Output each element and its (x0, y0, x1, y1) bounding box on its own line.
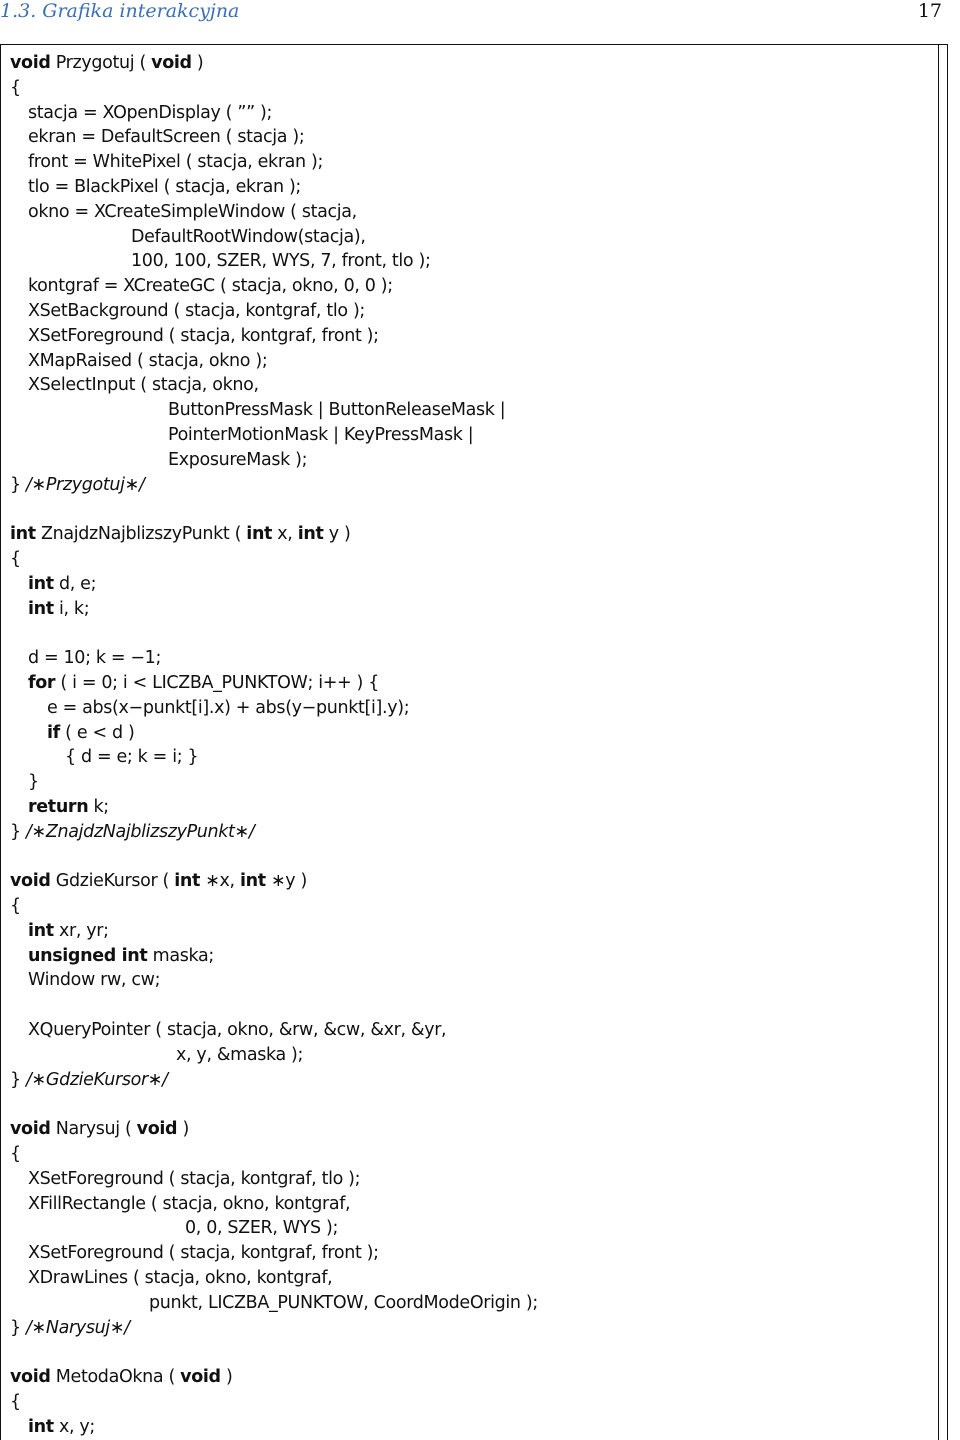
page-header (0, 0, 960, 26)
code-line (10, 845, 920, 870)
code-text: 0, 0, SZER, WYS ); (185, 1218, 339, 1239)
code-keyword: int (174, 871, 201, 892)
code-text: ∗x, (200, 871, 240, 892)
code-line (10, 76, 920, 101)
code-line (10, 770, 920, 795)
code-text: ( e < d ) (59, 722, 135, 743)
code-line (10, 1415, 920, 1440)
code-keyword: int (28, 1416, 54, 1437)
code-line (10, 1043, 920, 1068)
code-line (10, 225, 920, 250)
code-text: { (10, 548, 21, 569)
code-text: 100, 100, SZER, WYS, 7, front, tlo ); (131, 251, 431, 272)
code-line (10, 349, 920, 374)
code-line (10, 968, 920, 993)
code-text: } (10, 821, 26, 842)
code-line (10, 993, 920, 1018)
code-line (10, 423, 920, 448)
code-line (10, 274, 920, 299)
code-line (10, 1390, 920, 1415)
code-text: GdzieKursor ( (50, 871, 175, 892)
code-line (10, 1365, 920, 1390)
code-line (10, 1167, 920, 1192)
code-text: Narysuj ( (50, 1119, 137, 1140)
code-text: } (28, 772, 39, 793)
code-line (10, 473, 920, 498)
code-text: { (10, 1392, 21, 1413)
code-text: XFillRectangle ( stacja, okno, kontgraf, (28, 1193, 351, 1214)
code-line (10, 200, 920, 225)
code-text: y ) (323, 524, 351, 545)
code-line (10, 1340, 920, 1365)
code-text: x, y, &maska ); (176, 1044, 304, 1065)
code-text: x, (272, 524, 298, 545)
code-line (10, 175, 920, 200)
code-keyword: void (10, 871, 51, 892)
code-line (10, 1291, 920, 1316)
code-line (10, 1192, 920, 1217)
code-line (10, 869, 920, 894)
code-text: e = abs(x−punkt[i].x) + abs(y−punkt[i].y); (47, 697, 410, 718)
frame-top-rule (0, 44, 948, 45)
code-line (10, 1068, 920, 1093)
code-line (10, 547, 920, 572)
code-text: ExposureMask ); (168, 449, 308, 470)
code-text: XQueryPointer ( stacja, okno, &rw, &cw, &xr, &yr, (28, 1020, 447, 1041)
code-text: { (10, 1144, 21, 1165)
code-text: k; (88, 796, 109, 817)
code-text: ) (191, 53, 204, 73)
code-keyword: void (10, 53, 51, 73)
code-keyword: for (28, 672, 56, 693)
code-line (10, 696, 920, 721)
code-line (10, 150, 920, 175)
code-line (10, 919, 920, 944)
code-keyword: return (28, 796, 89, 817)
code-line (10, 1142, 920, 1167)
code-text: d, e; (53, 573, 97, 594)
section-title: 1.3. Grafika interakcyjna (0, 0, 240, 22)
code-keyword: int (28, 573, 54, 594)
code-line (10, 373, 920, 398)
code-text: } (10, 1317, 26, 1338)
code-text: XSetBackground ( stacja, kontgraf, tlo ); (28, 300, 365, 321)
code-keyword: int (10, 524, 36, 545)
code-keyword: unsigned int (28, 945, 148, 966)
code-text: } (10, 474, 26, 495)
code-text: XSetForeground ( stacja, kontgraf, front ); (28, 1243, 379, 1264)
code-line (10, 1241, 920, 1266)
code-text: i, k; (53, 598, 90, 619)
code-text: tlo = BlackPixel ( stacja, ekran ); (28, 176, 301, 197)
code-text: okno = XCreateSimpleWindow ( stacja, (28, 201, 357, 222)
code-keyword: int (28, 920, 54, 941)
code-text: XMapRaised ( stacja, okno ); (28, 350, 268, 371)
code-comment: /∗ZnajdzNajblizszyPunkt∗/ (26, 821, 255, 842)
code-text: ) (220, 1367, 233, 1388)
code-text: front = WhitePixel ( stacja, ekran ); (28, 152, 324, 173)
code-text: } (10, 1069, 26, 1090)
code-listing (10, 51, 920, 1440)
code-text: xr, yr; (53, 920, 109, 941)
code-keyword: void (151, 53, 192, 73)
code-line (10, 745, 920, 770)
code-text: Przygotuj ( (50, 53, 152, 73)
code-line (10, 51, 920, 76)
code-text: XSetForeground ( stacja, kontgraf, front ); (28, 325, 379, 346)
frame-right-rule-inner (938, 44, 939, 1440)
code-text: stacja = XOpenDisplay ( ”” ); (28, 102, 273, 123)
code-text: { (10, 77, 21, 98)
code-text: punkt, LICZBA_PUNKTOW, CoordModeOrigin ); (149, 1292, 538, 1313)
code-line (10, 1018, 920, 1043)
frame-left-rule (0, 44, 1, 1440)
code-keyword: void (136, 1119, 178, 1140)
code-line (10, 671, 920, 696)
page-number: 17 (917, 0, 942, 22)
code-line (10, 1216, 920, 1241)
code-line (10, 398, 920, 423)
code-line (10, 125, 920, 150)
code-text: ZnajdzNajblizszyPunkt ( (35, 524, 247, 545)
code-text: MetodaOkna ( (50, 1367, 181, 1388)
code-line (10, 522, 920, 547)
code-text: ) (177, 1119, 189, 1140)
code-keyword: void (10, 1119, 51, 1140)
code-text: { (10, 896, 21, 917)
code-text: XSetForeground ( stacja, kontgraf, tlo ); (28, 1168, 361, 1189)
code-line (10, 1316, 920, 1341)
code-line (10, 497, 920, 522)
code-line (10, 448, 920, 473)
code-keyword: int (297, 524, 324, 545)
code-text: ButtonPressMask | ButtonReleaseMask | (168, 400, 506, 421)
code-text: d = 10; k = −1; (28, 648, 161, 669)
code-text: XDrawLines ( stacja, okno, kontgraf, (28, 1268, 333, 1289)
code-text: PointerMotionMask | KeyPressMask | (168, 424, 474, 445)
code-line (10, 324, 920, 349)
code-text: maska; (147, 945, 214, 966)
code-line (10, 646, 920, 671)
code-comment: /∗GdzieKursor∗/ (26, 1069, 168, 1090)
code-text: ekran = DefaultScreen ( stacja ); (28, 127, 305, 148)
code-text: x, y; (53, 1416, 95, 1437)
code-text: ∗y ) (265, 871, 307, 892)
code-line (10, 101, 920, 126)
code-line (10, 795, 920, 820)
code-keyword: void (180, 1367, 221, 1388)
code-line (10, 1266, 920, 1291)
code-line (10, 1092, 920, 1117)
code-keyword: int (246, 524, 273, 545)
code-keyword: int (239, 871, 266, 892)
code-line (10, 597, 920, 622)
code-text: XSelectInput ( stacja, okno, (28, 375, 259, 396)
code-line (10, 944, 920, 969)
code-line (10, 721, 920, 746)
code-text: ( i = 0; i < LICZBA_PUNKTOW; i++ ) { (55, 672, 380, 693)
code-keyword: if (47, 722, 60, 743)
code-text: DefaultRootWindow(stacja), (131, 226, 366, 247)
code-line (10, 572, 920, 597)
code-keyword: int (28, 598, 54, 619)
code-line (10, 820, 920, 845)
code-text: { d = e; k = i; } (65, 747, 199, 768)
code-comment: /∗Narysuj∗/ (26, 1317, 130, 1338)
frame-right-rule-outer (947, 44, 948, 1440)
code-line (10, 249, 920, 274)
code-text: Window rw, cw; (28, 970, 161, 991)
code-text: kontgraf = XCreateGC ( stacja, okno, 0, 0 ); (28, 276, 393, 297)
code-line (10, 621, 920, 646)
code-line (10, 299, 920, 324)
code-line (10, 1117, 920, 1142)
code-comment: /∗Przygotuj∗/ (26, 474, 145, 495)
code-keyword: void (10, 1367, 51, 1388)
code-line (10, 894, 920, 919)
